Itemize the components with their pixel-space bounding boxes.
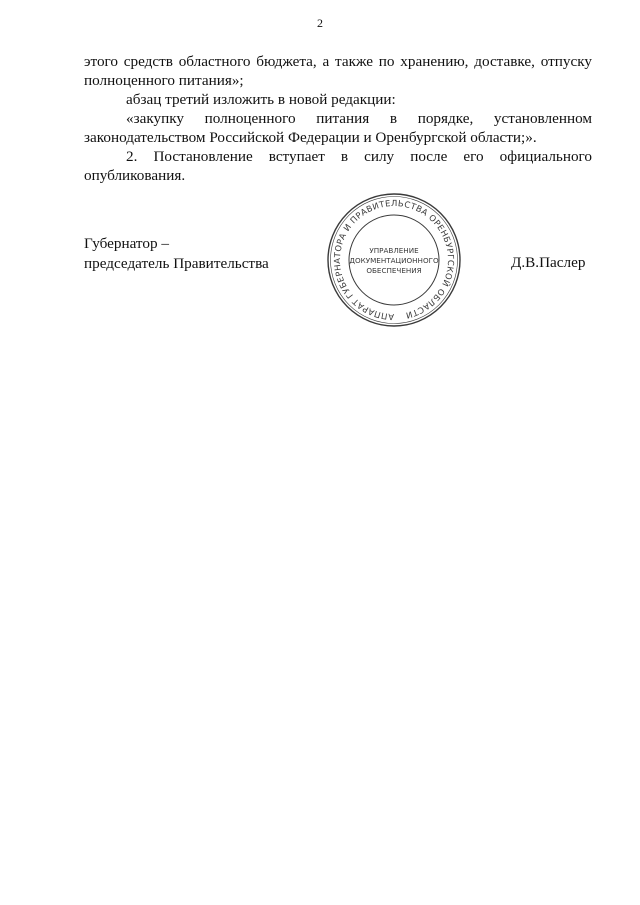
seal-center-line1: УПРАВЛЕНИЕ bbox=[369, 246, 419, 255]
paragraph-2: абзац третий изложить в новой редакции: bbox=[126, 91, 396, 108]
signatory-position-line1: Губернатор – bbox=[84, 235, 169, 252]
signatory-position-line2: председатель Правительства bbox=[84, 255, 269, 272]
document-body bbox=[84, 52, 592, 185]
paragraph-3: «закупку полноценного питания в порядке, установленном законодательством Российской Федерации и Оренбургской области;». bbox=[84, 110, 592, 146]
paragraph-4: 2. Постановление вступает в силу после его официального опубликования. bbox=[84, 148, 592, 184]
official-seal bbox=[326, 192, 462, 328]
page-number: 2 bbox=[317, 16, 323, 30]
paragraph-1: этого средств областного бюджета, а также по хранению, доставке, отпуску полноценного питания»; bbox=[84, 53, 592, 89]
seal-ring-text: АППАРАТ ГУБЕРНАТОРА И ПРАВИТЕЛЬСТВА ОРЕНБУРГСКОЙ ОБЛАСТИ bbox=[331, 197, 457, 323]
signatory-name: Д.В.Паслер bbox=[511, 254, 586, 271]
official-seal-graphic bbox=[326, 192, 462, 328]
seal-center-line3: ОБЕСПЕЧЕНИЯ bbox=[366, 266, 422, 275]
seal-center-line2: ДОКУМЕНТАЦИОННОГО bbox=[349, 256, 439, 265]
signatory-position bbox=[84, 234, 269, 274]
